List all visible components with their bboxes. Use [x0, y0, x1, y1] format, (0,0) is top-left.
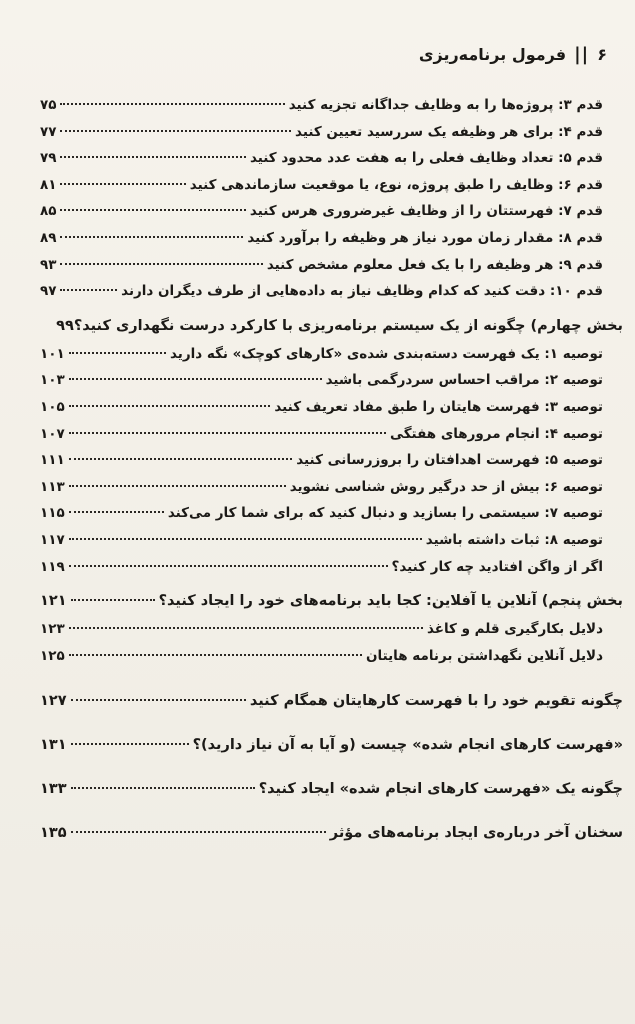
toc-entry-online-plans[interactable]: دلایل آنلاین نگهداشتن برنامه هایتان ۱۲۵: [40, 647, 603, 664]
dot-leader: [69, 352, 166, 354]
dot-leader: [71, 831, 326, 833]
toc-entry-tip-5[interactable]: توصیه ۵: فهرست اهدافتان را بروزرسانی کنید ۱۱۱: [40, 452, 603, 469]
dot-leader: [60, 156, 245, 158]
toc-entry-pen-paper[interactable]: دلایل بکارگیری قلم و کاغذ ۱۲۳: [40, 621, 603, 638]
toc-entry-tip-1[interactable]: توصیه ۱: یک فهرست دسته‌بندی شده‌ی «کارهای کوچک» نگه دارید ۱۰۱: [40, 345, 603, 362]
dot-leader: [60, 289, 117, 291]
toc-entry-step-8[interactable]: قدم ۸: مقدار زمان مورد نیاز هر وظیفه را برآورد کنید ۸۹: [40, 229, 603, 246]
toc-entry-done-list-how[interactable]: چگونه یک «فهرست کارهای انجام شده» ایجاد کنید؟ ۱۳۳: [40, 781, 623, 798]
toc-entry-step-3[interactable]: قدم ۳: پروژه‌ها را به وظایف جداگانه تجزیه کنید ۷۵: [40, 97, 603, 113]
page-number: ۶: [597, 45, 607, 64]
dot-leader: [60, 103, 284, 105]
toc-entry-step-10[interactable]: قدم ۱۰: دقت کنید که کدام وظایف نیاز به داده‌هایی از طرف دیگران دارند ۹۷: [40, 283, 603, 300]
dot-leader: [69, 458, 293, 460]
dot-leader: [60, 209, 245, 211]
toc-entry-step-9[interactable]: قدم ۹: هر وظیفه را با یک فعل معلوم مشخص کنید ۹۳: [40, 256, 603, 273]
toc-entry-tip-3[interactable]: توصیه ۳: فهرست هایتان را طبق مفاد تعریف کنید ۱۰۵: [40, 398, 603, 415]
toc-entry-sync-calendar[interactable]: چگونه تقویم خود را با فهرست کارهایتان همگام کنید ۱۲۷: [40, 693, 623, 710]
dot-leader: [60, 263, 262, 265]
dot-leader: [71, 699, 246, 701]
dot-leader: [69, 378, 322, 380]
toc-entry-fall-off-wagon[interactable]: اگر از واگن افتادید چه کار کنید؟ ۱۱۹: [40, 558, 603, 575]
dot-leader: [69, 565, 388, 567]
toc-entry-step-5[interactable]: قدم ۵: تعداد وظایف فعلی را به هفت عدد محدود کنید ۷۹: [40, 150, 603, 167]
dot-leader: [69, 627, 423, 629]
toc-entry-done-list-what[interactable]: «فهرست کارهای انجام شده» چیست (و آیا به آن نیاز دارید)؟ ۱۳۱: [40, 737, 623, 754]
toc-entry-final-words[interactable]: سخنان آخر درباره‌ی ایجاد برنامه‌های مؤثر ۱۳۵: [40, 825, 623, 842]
toc-entry-step-7[interactable]: قدم ۷: فهرستتان را از وظایف غیرضروری هرس کنید ۸۵: [40, 203, 603, 220]
toc-entry-step-6[interactable]: قدم ۶: وظایف را طبق پروژه، نوع، یا موقعیت سازماندهی کنید ۸۱: [40, 176, 603, 193]
dot-leader: [71, 743, 189, 745]
toc-entry-tip-8[interactable]: توصیه ۸: ثبات داشته باشید ۱۱۷: [40, 531, 603, 548]
dot-leader: [69, 511, 164, 513]
dot-leader: [69, 405, 271, 407]
dot-leader: [60, 130, 291, 132]
toc-entry-tip-4[interactable]: توصیه ۴: انجام مرورهای هفتگی ۱۰۷: [40, 425, 603, 442]
book-title: فرمول برنامه‌ریزی: [418, 45, 567, 64]
toc-entry-part-4[interactable]: بخش چهارم) چگونه از یک سیستم برنامه‌ریزی با کارکرد درست نگهداری کنید؟ ۹۹: [56, 317, 623, 334]
dot-leader: [71, 787, 255, 789]
table-of-contents: [40, 92, 623, 855]
dot-leader: [60, 183, 185, 185]
dot-leader: [69, 654, 362, 656]
dot-leader: [69, 432, 386, 434]
dot-leader: [69, 538, 422, 540]
toc-entry-tip-2[interactable]: توصیه ۲: مراقب احساس سردرگمی باشید ۱۰۳: [40, 372, 603, 389]
toc-entry-tip-7[interactable]: توصیه ۷: سیستمی را بسازید و دنبال کنید که برای شما کار می‌کند ۱۱۵: [40, 505, 603, 522]
dot-leader: [60, 236, 243, 238]
dot-leader: [69, 485, 286, 487]
header-separator: ||: [574, 44, 590, 65]
toc-entry-step-4[interactable]: قدم ۴: برای هر وظیفه یک سررسید تعیین کنید ۷۷: [40, 123, 603, 140]
toc-entry-part-5[interactable]: بخش پنجم) آنلاین یا آفلاین: کجا باید برنامه‌های خود را ایجاد کنید؟ ۱۲۱: [40, 593, 623, 610]
dot-leader: [71, 599, 155, 601]
toc-entry-tip-6[interactable]: توصیه ۶: بیش از حد درگیر روش شناسی نشوید ۱۱۳: [40, 478, 603, 495]
page-header: [419, 44, 607, 65]
